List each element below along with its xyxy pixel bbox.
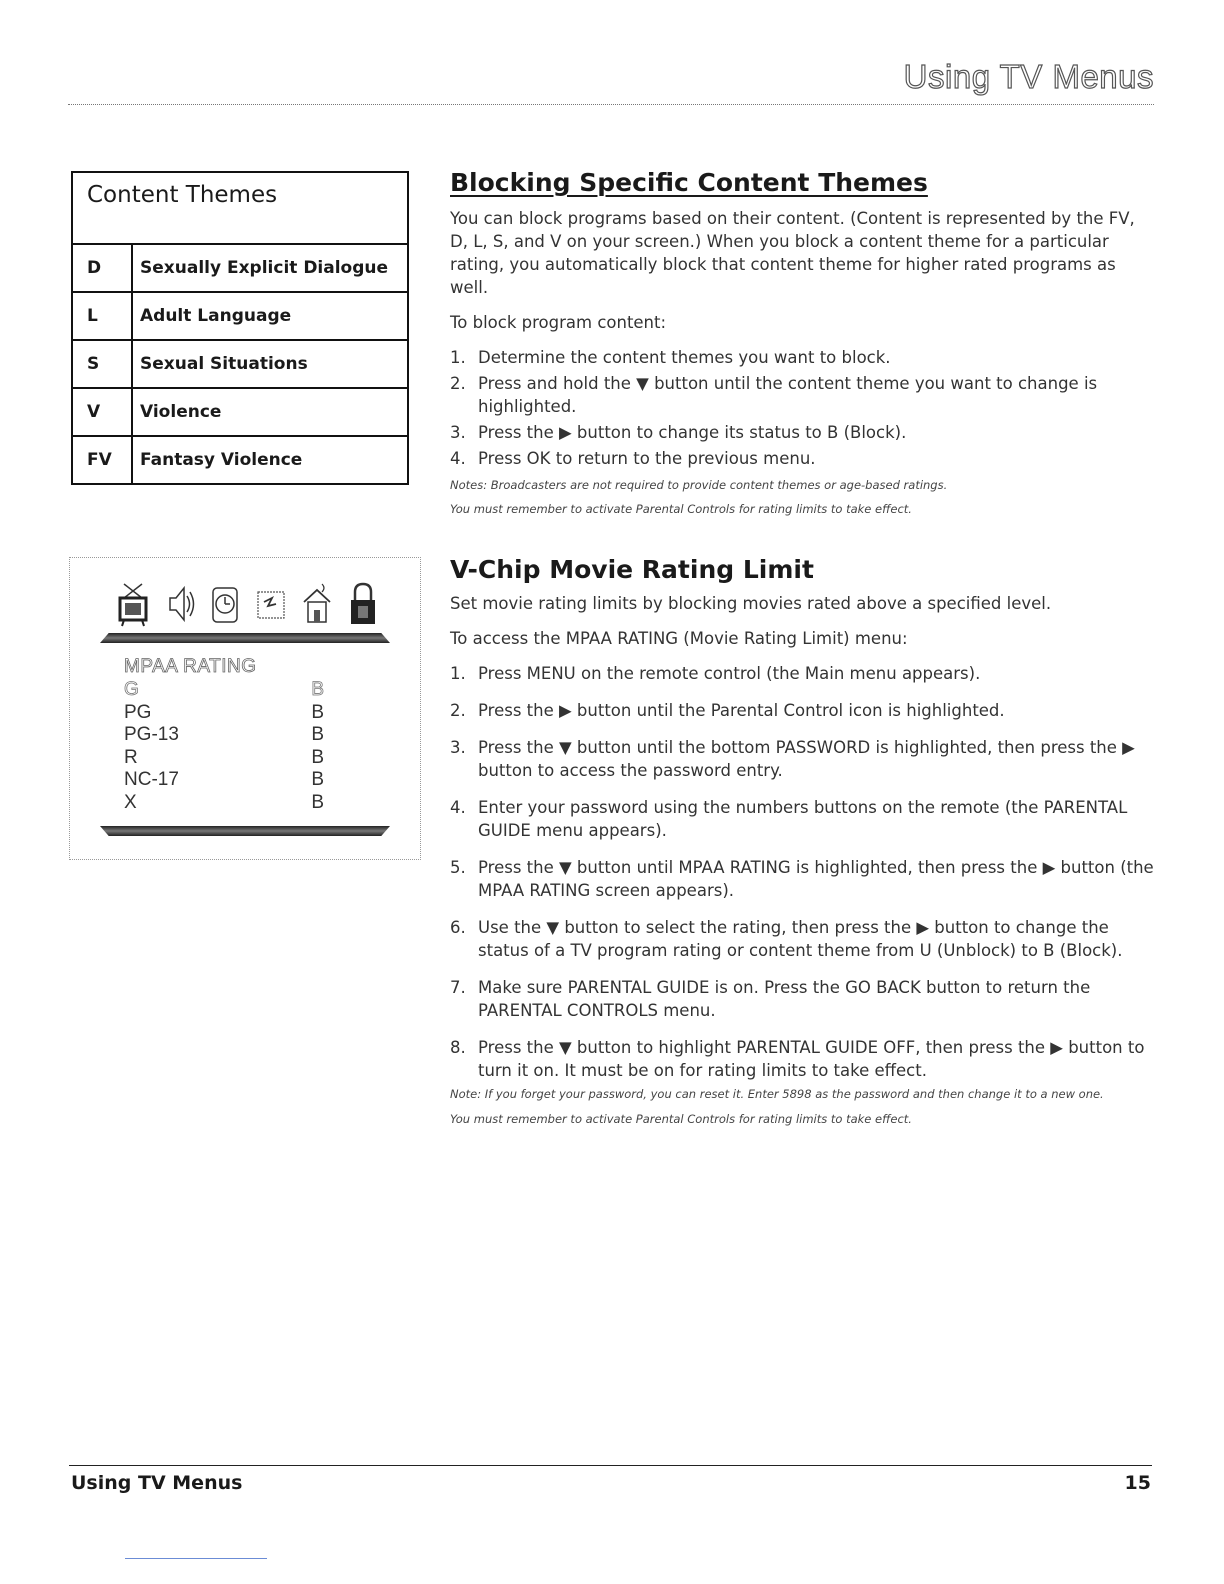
note: Notes: Broadcasters are not required to provide content themes or age-based ratings. bbox=[450, 478, 948, 492]
step-text: Press MENU on the remote control (the Main menu appears). bbox=[478, 664, 981, 683]
menu-icon-row bbox=[116, 580, 380, 628]
rating-status: B bbox=[311, 769, 324, 791]
rating-status: B bbox=[311, 791, 324, 813]
blocking-heading: Blocking Specific Content Themes bbox=[450, 168, 928, 197]
footer-divider bbox=[69, 1465, 1152, 1466]
step-text: Enter your password using the numbers buttons on the remote (the PARENTAL GUIDE menu appears). bbox=[478, 798, 1128, 840]
theme-name: Violence bbox=[140, 402, 222, 422]
screen-bottom-bar bbox=[100, 826, 390, 836]
vchip-section bbox=[450, 555, 1155, 1132]
vchip-intro: Set movie rating limits by blocking movies rated above a specified level. bbox=[450, 594, 1052, 613]
rating-list bbox=[124, 679, 324, 815]
rating-label: R bbox=[124, 746, 138, 768]
rating-label: PG bbox=[124, 701, 152, 723]
blocking-steps bbox=[450, 346, 1155, 470]
scan-artifact-line bbox=[125, 1558, 267, 1559]
note: You must remember to activate Parental Controls for rating limits to take effect. bbox=[450, 1112, 912, 1126]
list-item: 3. Press the ▼ button until the bottom PASSWORD is highlighted, then press the ▶ button to access the password entry. bbox=[450, 738, 1135, 780]
theme-code: FV bbox=[73, 437, 133, 483]
list-item: 1. Determine the content themes you want to block. bbox=[450, 348, 891, 367]
theme-name: Fantasy Violence bbox=[140, 450, 303, 470]
list-item: 4. Enter your password using the numbers buttons on the remote (the PARENTAL GUIDE menu appears). bbox=[450, 798, 1128, 840]
step-text: Press the ▼ button to highlight PARENTAL GUIDE OFF, then press the ▶ button to turn it on. It must be on for rating limits to take effect. bbox=[478, 1038, 1145, 1080]
step-text: Press and hold the ▼ button until the content theme you want to change is highlighted. bbox=[478, 374, 1098, 416]
theme-code: V bbox=[73, 389, 133, 435]
list-item: 7. Make sure PARENTAL GUIDE is on. Press the GO BACK button to return the PARENTAL CONTROLS menu. bbox=[450, 978, 1091, 1020]
note: Note: If you forget your password, you can reset it. Enter 5898 as the password and then change it to a new one. bbox=[450, 1087, 1104, 1101]
rating-status: B bbox=[311, 746, 324, 768]
table-row bbox=[73, 389, 407, 437]
speaker-icon bbox=[162, 580, 196, 628]
step-text: Press the ▶ button to change its status to B (Block). bbox=[478, 423, 907, 442]
step-text: Press the ▼ button until MPAA RATING is highlighted, then press the ▶ button (the MPAA RATING screen appears). bbox=[478, 858, 1154, 900]
rating-label: G bbox=[124, 679, 139, 700]
note: You must remember to activate Parental Controls for rating limits to take effect. bbox=[450, 502, 912, 516]
vchip-steps bbox=[450, 662, 1155, 1082]
vchip-lead: To access the MPAA RATING (Movie Rating Limit) menu: bbox=[450, 629, 908, 648]
rating-row[interactable] bbox=[124, 679, 324, 702]
clock-icon bbox=[208, 580, 242, 628]
screen-setup-icon bbox=[254, 580, 288, 628]
rating-label: X bbox=[124, 791, 137, 813]
list-item: 2. Press the ▶ button until the Parental Control icon is highlighted. bbox=[450, 701, 1005, 720]
theme-code: D bbox=[73, 245, 133, 291]
list-item: 5. Press the ▼ button until MPAA RATING is highlighted, then press the ▶ button (the MPAA RATING screen appears). bbox=[450, 858, 1154, 900]
table-row bbox=[73, 437, 407, 483]
content-themes-table bbox=[71, 171, 409, 485]
mpaa-rating-title: MPAA RATING bbox=[124, 656, 257, 677]
house-icon bbox=[300, 580, 334, 628]
step-text: Determine the content themes you want to block. bbox=[478, 348, 891, 367]
rating-row[interactable] bbox=[124, 747, 324, 770]
step-text: Press the ▶ button until the Parental Control icon is highlighted. bbox=[478, 701, 1005, 720]
tv-icon bbox=[116, 580, 150, 628]
vchip-heading: V-Chip Movie Rating Limit bbox=[450, 555, 814, 584]
lock-icon bbox=[346, 580, 380, 628]
table-row bbox=[73, 245, 407, 293]
theme-name: Sexually Explicit Dialogue bbox=[140, 258, 389, 278]
theme-code: L bbox=[73, 293, 133, 339]
page-header-title: Using TV Menus bbox=[903, 58, 1154, 95]
rating-status: B bbox=[311, 679, 324, 700]
rating-row[interactable] bbox=[124, 724, 324, 747]
content-themes-title: Content Themes bbox=[73, 173, 407, 245]
theme-name: Adult Language bbox=[140, 306, 292, 326]
table-row bbox=[73, 293, 407, 341]
footer-section-title: Using TV Menus bbox=[71, 1472, 243, 1494]
list-item: 6. Use the ▼ button to select the rating, then press the ▶ button to change the status of a TV program rating or content theme from U (Unblock) to B (Block). bbox=[450, 918, 1123, 960]
list-item: 3. Press the ▶ button to change its status to B (Block). bbox=[450, 423, 907, 442]
rating-label: PG-13 bbox=[124, 724, 179, 746]
step-text: Press the ▼ button until the bottom PASSWORD is highlighted, then press the ▶ button to access the password entry. bbox=[478, 738, 1135, 780]
list-item: 4. Press OK to return to the previous menu. bbox=[450, 449, 816, 468]
theme-code: S bbox=[73, 341, 133, 387]
rating-label: NC-17 bbox=[124, 769, 179, 791]
rating-row[interactable] bbox=[124, 792, 324, 815]
rating-row[interactable] bbox=[124, 702, 324, 725]
step-text: Use the ▼ button to select the rating, then press the ▶ button to change the status of a TV program rating or content theme from U (Unblock) to B (Block). bbox=[478, 918, 1123, 960]
rating-status: B bbox=[311, 724, 324, 746]
list-item: 2. Press and hold the ▼ button until the content theme you want to change is highlighted. bbox=[450, 374, 1098, 416]
screen-top-bar bbox=[100, 633, 390, 643]
page-number: 15 bbox=[1124, 1472, 1151, 1494]
blocking-intro: You can block programs based on their content. (Content is represented by the FV, D, L, S, and V on your screen.) When you block a content theme for a particular rating, you automatically block that content theme for higher rated programs as well. bbox=[450, 209, 1135, 297]
table-row bbox=[73, 341, 407, 389]
rating-row[interactable] bbox=[124, 769, 324, 792]
header-divider bbox=[68, 104, 1154, 105]
theme-name: Sexual Situations bbox=[140, 354, 308, 374]
step-text: Press OK to return to the previous menu. bbox=[478, 449, 816, 468]
list-item: 8. Press the ▼ button to highlight PARENTAL GUIDE OFF, then press the ▶ button to turn it on. It must be on for rating limits to take effect. bbox=[450, 1038, 1145, 1080]
blocking-section bbox=[450, 168, 1155, 521]
step-text: Make sure PARENTAL GUIDE is on. Press the GO BACK button to return the PARENTAL CONTROLS menu. bbox=[478, 978, 1091, 1020]
list-item: 1. Press MENU on the remote control (the Main menu appears). bbox=[450, 664, 981, 683]
mpaa-rating-screen bbox=[69, 557, 421, 860]
rating-status: B bbox=[311, 701, 324, 723]
blocking-lead: To block program content: bbox=[450, 313, 667, 332]
